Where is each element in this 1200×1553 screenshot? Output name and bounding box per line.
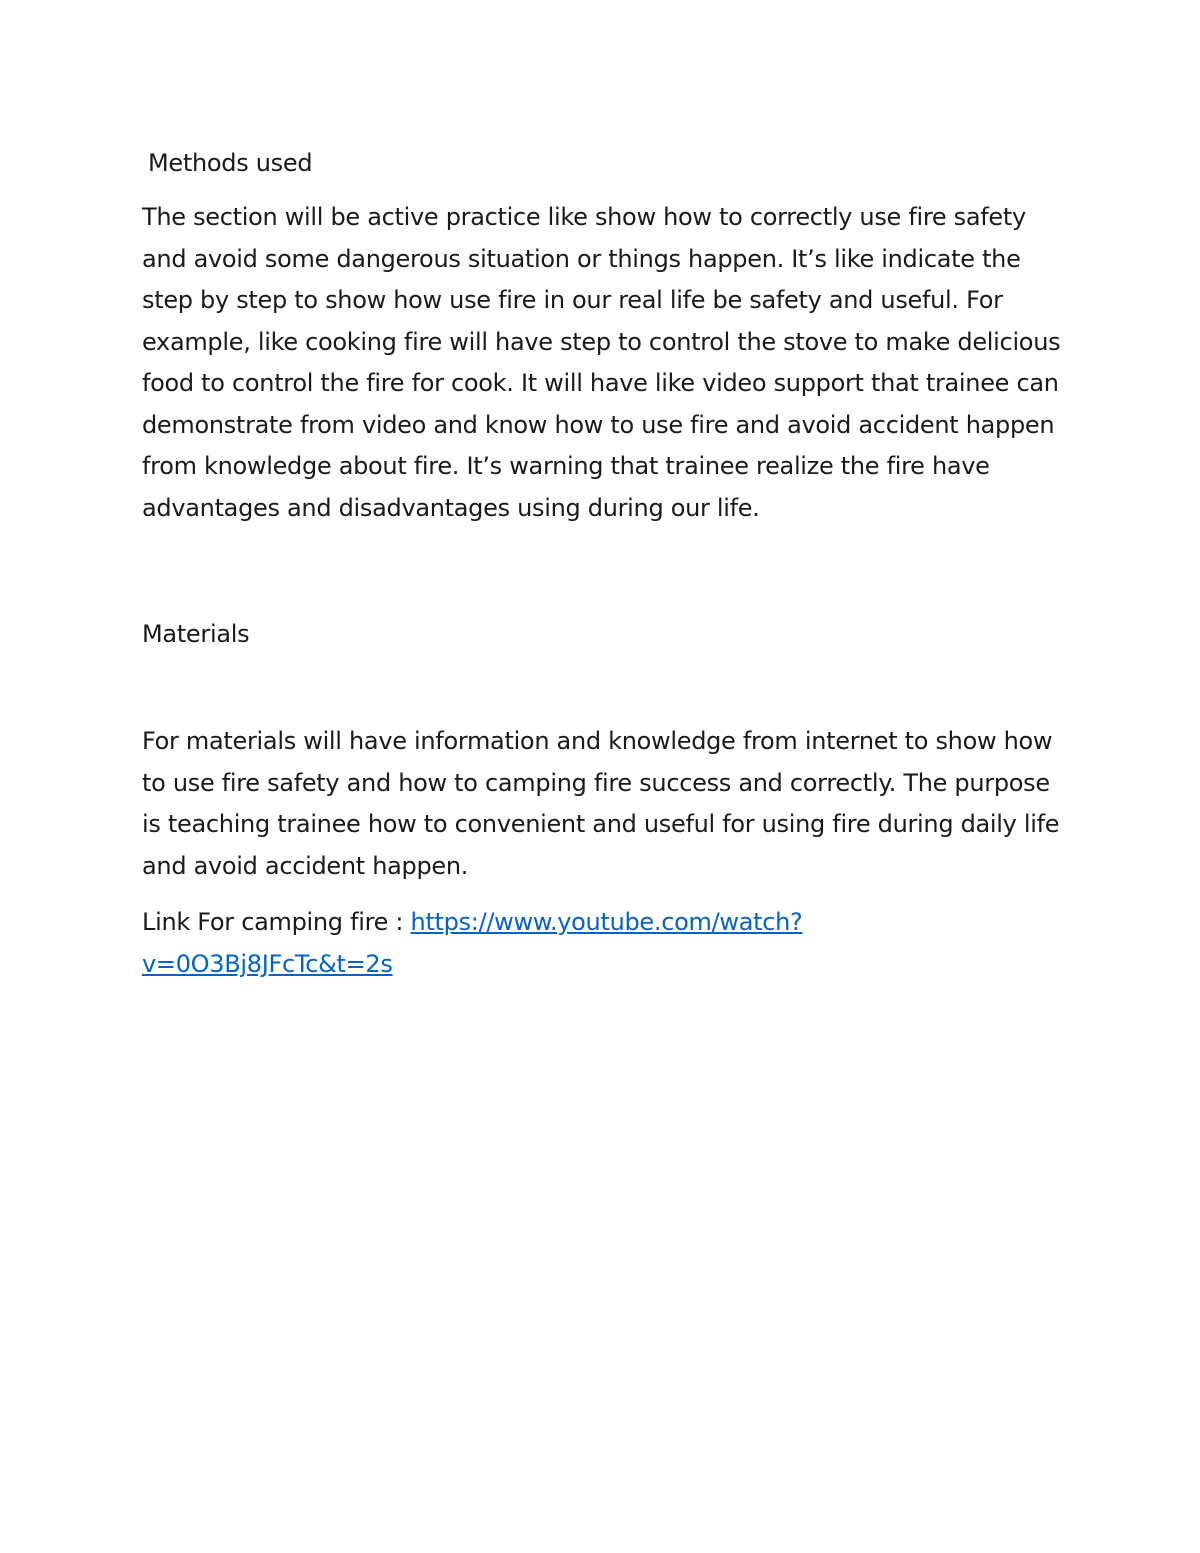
camping-link-line — [142, 902, 1067, 985]
materials-heading: Materials — [142, 620, 250, 648]
materials-paragraph: For materials will have information and knowledge from internet to show how to use fire safety and how to camping fire success and correctly. The purpose is teaching trainee how to convenient and useful for using fire during daily life and avoid accident happen. — [142, 727, 1060, 880]
document-content — [142, 146, 1067, 1009]
methods-paragraph: The section will be active practice like show how to correctly use fire safety and avoid some dangerous situation or things happen. It’s like indicate the step by step to show how use fire in our real life be safety and useful. For example, like cooking fire will have step to control the stove to make delicious food to control the fire for cook. It will have like video support that trainee can demonstrate from video and know how to use fire and avoid accident happen from knowledge about fire. It’s warning that trainee realize the fire have advantages and disadvantages using during our life. — [142, 203, 1061, 522]
camping-link-label: Link For camping fire : — [142, 908, 411, 936]
methods-heading: Methods used — [148, 149, 313, 177]
link-text-line1: https://www.youtube.com/watch? — [410, 908, 803, 936]
link-text-line2: v=0O3Bj8JFcTc&t=2s — [142, 949, 393, 978]
